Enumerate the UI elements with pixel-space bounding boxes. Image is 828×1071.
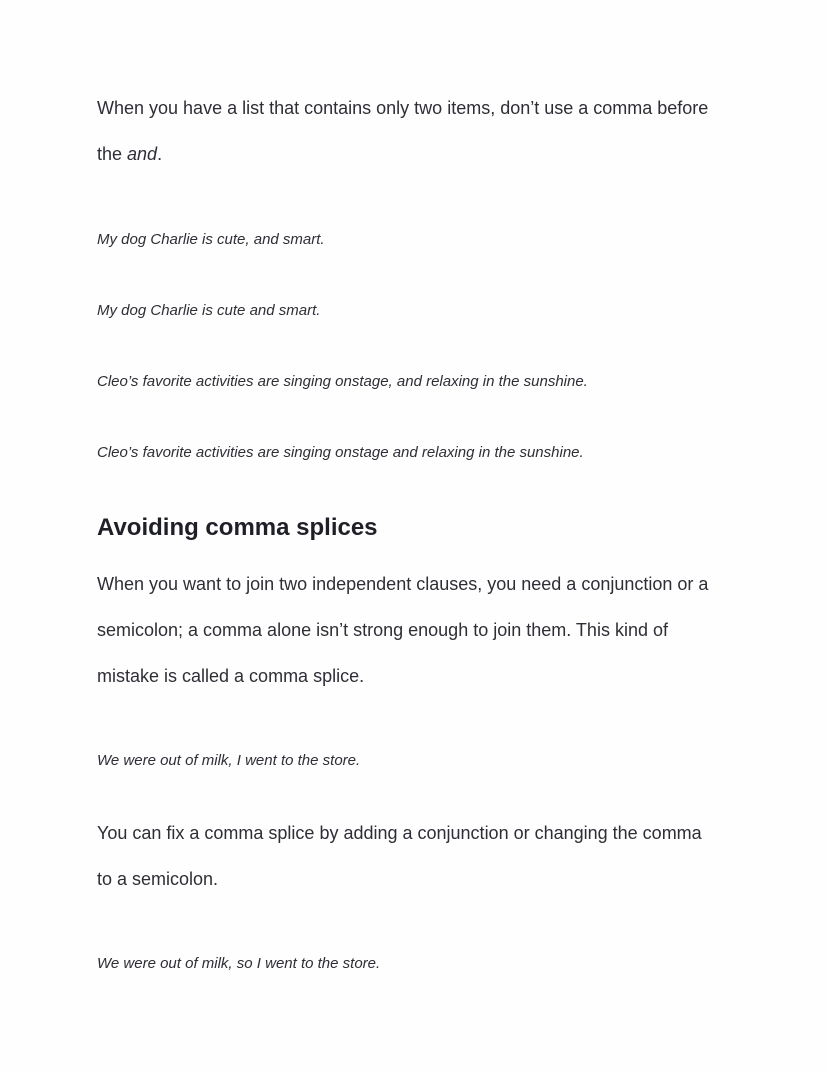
- example-sentence: Cleo’s favorite activities are singing onstage, and relaxing in the sunshine.: [97, 373, 588, 390]
- intro-paragraph: [97, 85, 737, 177]
- emphasized-word: and: [127, 144, 158, 164]
- example-sentence-fixed: We were out of milk, so I went to the store.: [97, 955, 381, 972]
- intro-line-1: When you have a list that contains only two items, don’t use a comma before: [97, 98, 709, 118]
- example-sentence: My dog Charlie is cute and smart.: [97, 302, 321, 319]
- section-heading: Avoiding comma splices: [97, 514, 378, 541]
- example-sentence: Cleo’s favorite activities are singing onstage and relaxing in the sunshine.: [97, 444, 584, 461]
- example-sentence-wrong: We were out of milk, I went to the store.: [97, 752, 361, 769]
- example-sentence: My dog Charlie is cute, and smart.: [97, 231, 325, 248]
- paragraph-line: You can fix a comma splice by adding a conjunction or changing the comma: [97, 823, 702, 843]
- paragraph-line: semicolon; a comma alone isn’t strong enough to join them. This kind of: [97, 620, 668, 640]
- intro-line-2: [97, 131, 737, 177]
- intro-line-2-start: the: [97, 144, 128, 164]
- paragraph-line: to a semicolon.: [97, 869, 219, 889]
- intro-line-2-end: .: [157, 144, 163, 164]
- fix-paragraph: [97, 810, 737, 902]
- paragraph-line: When you want to join two independent clauses, you need a conjunction or a: [97, 574, 709, 594]
- paragraph-line: mistake is called a comma splice.: [97, 666, 365, 686]
- comma-splice-paragraph: [97, 561, 737, 699]
